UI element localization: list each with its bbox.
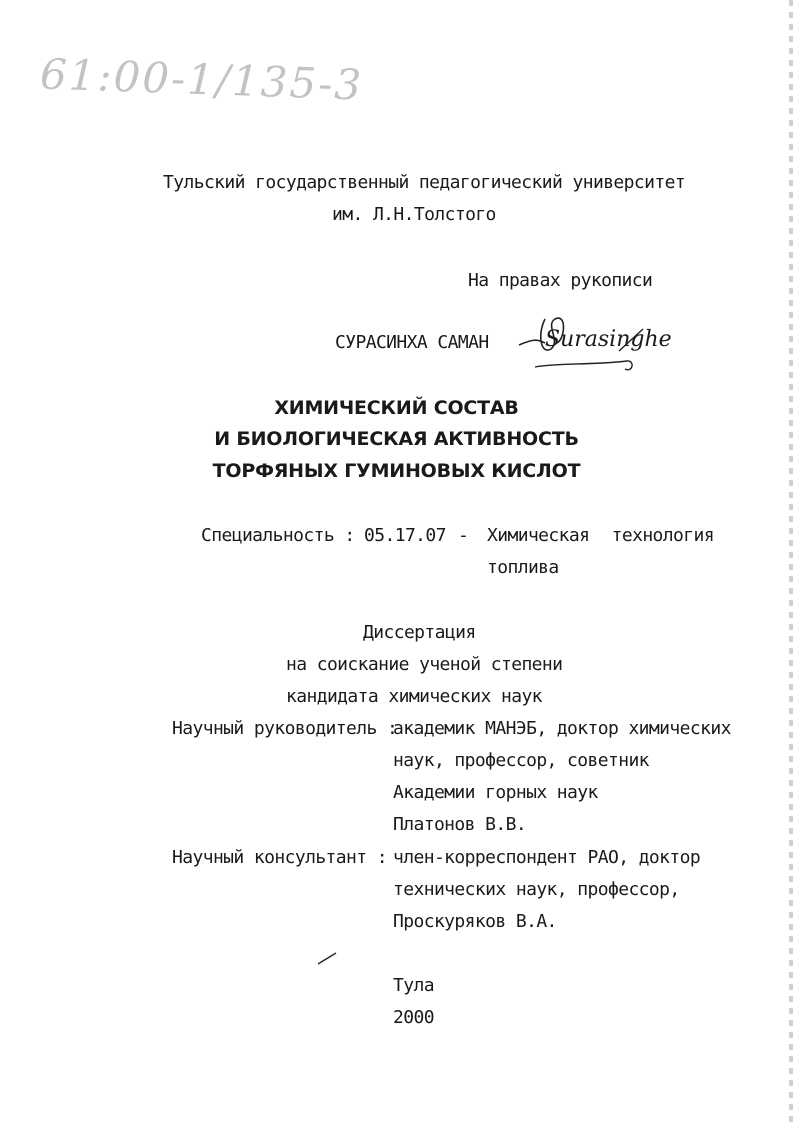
consultant-line: технических наук, профессор, xyxy=(393,879,680,900)
supervisor-name: Платонов В.В. xyxy=(393,814,527,835)
specialty-label: Специальность : xyxy=(201,525,355,546)
title-line-2: И БИОЛОГИЧЕСКАЯ АКТИВНОСТЬ xyxy=(214,428,579,450)
consultant-line: член-корреспондент РАО, доктор xyxy=(393,847,701,868)
consultant-label: Научный консультант : xyxy=(172,847,387,868)
year: 2000 xyxy=(393,1007,434,1028)
author-name: СУРАСИНХА САМАН xyxy=(335,332,489,353)
degree-field: кандидата химических наук xyxy=(286,686,542,707)
city: Тула xyxy=(393,975,434,996)
pen-mark xyxy=(316,950,340,966)
title-line-3: ТОРФЯНЫХ ГУМИНОВЫХ КИСЛОТ xyxy=(212,460,581,482)
signature-text: Surasinghe xyxy=(545,327,672,352)
supervisor-line: наук, профессор, советник xyxy=(393,750,649,771)
specialty-name: Химическая технология xyxy=(487,525,714,546)
title-line-1: ХИМИЧЕСКИЙ СОСТАВ xyxy=(274,397,519,419)
scan-edge xyxy=(789,0,793,1122)
manuscript-note: На правах рукописи xyxy=(468,270,653,291)
supervisor-label: Научный руководитель : xyxy=(172,718,398,739)
university-name: Тульский государственный педагогический университет xyxy=(163,172,686,193)
specialty-dash: - xyxy=(458,525,469,546)
archive-stamp: 61:00-1/135-3 xyxy=(39,49,364,110)
degree-line: на соискание ученой степени xyxy=(286,654,563,675)
specialty-name-continued: топлива xyxy=(487,557,559,578)
dissertation-heading: Диссертация xyxy=(363,622,476,643)
supervisor-line: Академии горных наук xyxy=(393,782,598,803)
author-signature xyxy=(515,305,672,375)
consultant-name: Проскуряков В.А. xyxy=(393,911,557,932)
supervisor-line: академик МАНЭБ, доктор химических xyxy=(393,718,731,739)
specialty-code: 05.17.07 xyxy=(364,525,446,546)
university-honorific: им. Л.Н.Толстого xyxy=(332,204,496,225)
